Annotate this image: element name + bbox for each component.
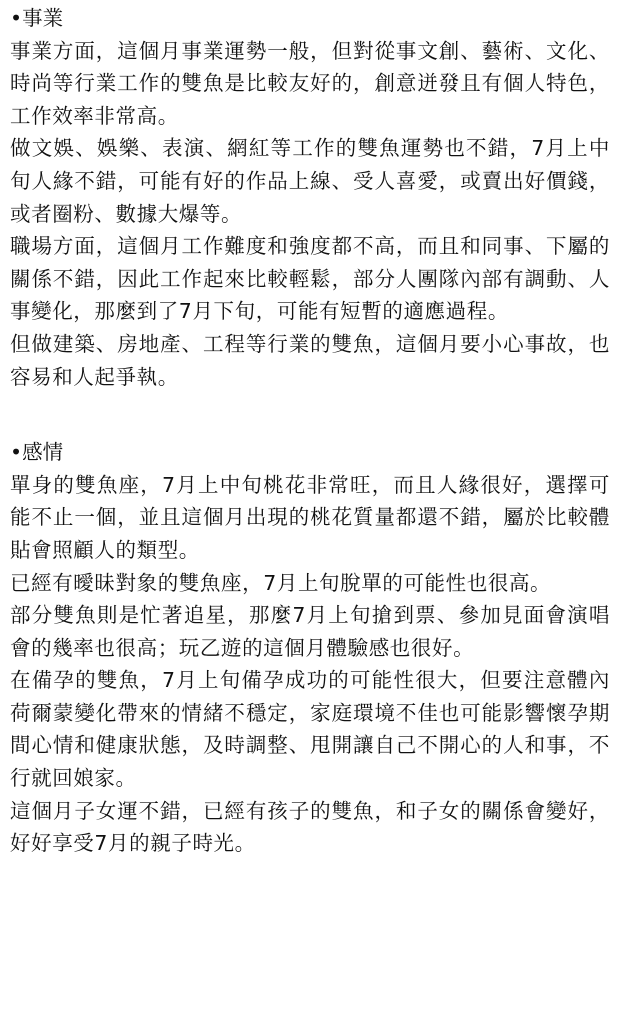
paragraph: 事業方面，這個月事業運勢一般，但對從事文創、藝術、文化、時尚等行業工作的雙魚是比較友好的，創意迸發且有個人特色，工作效率非常高。: [10, 38, 610, 128]
section-heading: •感情: [10, 440, 64, 465]
paragraph: 單身的雙魚座，7月上中旬桃花非常旺，而且人緣很好，選擇可能不止一個，並且這個月出現的桃花質量都還不錯，屬於比較體貼會照顧人的類型。: [10, 472, 610, 562]
section-career: [10, 2, 610, 393]
paragraph: 做文娛、娛樂、表演、網紅等工作的雙魚運勢也不錯，7月上中旬人緣不錯，可能有好的作品上線、受人喜愛，或賣出好價錢，或者圈粉、數據大爆等。: [10, 136, 610, 226]
section-love: [10, 436, 610, 860]
section-heading: •事業: [10, 6, 64, 30]
paragraph: 職場方面，這個月工作難度和強度都不高，而且和同事、下屬的關係不錯，因此工作起來比較輕鬆，部分人團隊內部有調動、人事變化，那麼到了7月下旬，可能有短暫的適應過程。: [10, 234, 610, 324]
paragraph: 這個月子女運不錯，已經有孩子的雙魚，和子女的關係會變好，好好享受7月的親子時光。: [10, 798, 610, 856]
paragraph: 已經有曖昧對象的雙魚座，7月上旬脫單的可能性也很高。: [10, 570, 552, 595]
paragraph: 在備孕的雙魚，7月上旬備孕成功的可能性很大，但要注意體內荷爾蒙變化帶來的情緒不穩定，家庭環境不佳也可能影響懷孕期間心情和健康狀態，及時調整、甩開讓自己不開心的人和事，不行就回娘家。: [10, 668, 610, 791]
paragraph: 但做建築、房地產、工程等行業的雙魚，這個月要小心事故，也容易和人起爭執。: [10, 331, 610, 389]
paragraph: 部分雙魚則是忙著追星，那麼7月上旬搶到票、參加見面會演唱會的幾率也很高；玩乙遊的這個月體驗感也很好。: [10, 603, 610, 660]
